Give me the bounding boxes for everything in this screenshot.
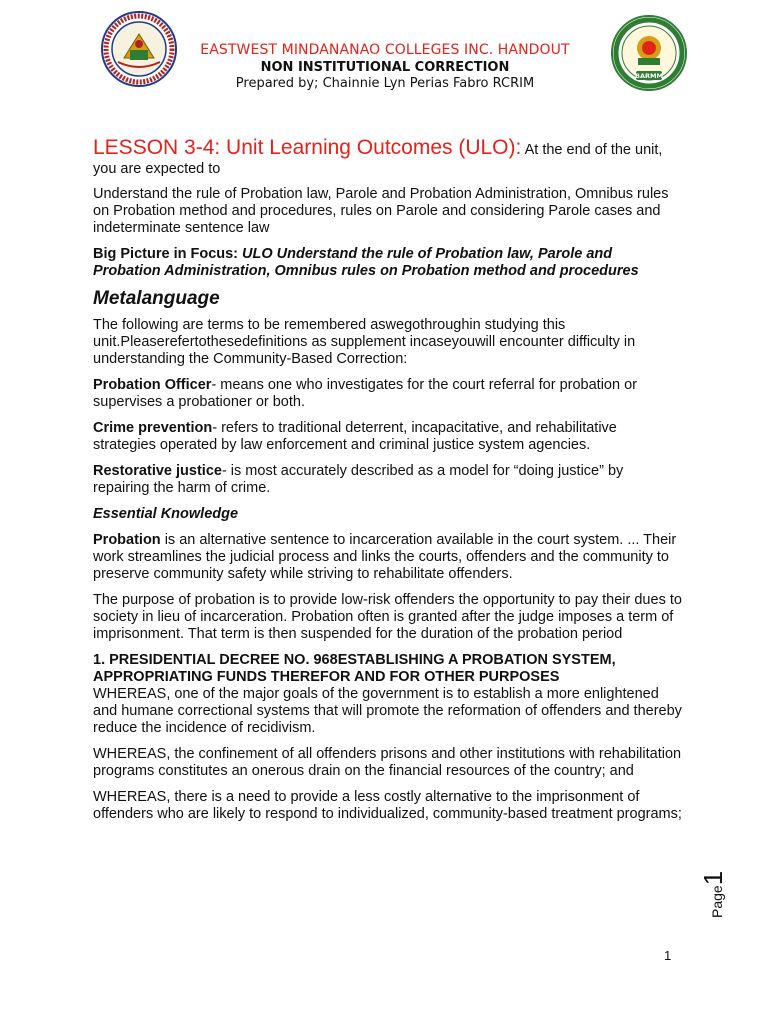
- seal-text: BARMM: [635, 72, 663, 80]
- metalanguage-heading: Metalanguage: [93, 288, 220, 309]
- big-picture-text: ULO Understand the rule of Probation law, Parole and Probation Administration, Omnibus rules on Probation method and procedures: [93, 246, 639, 279]
- metalanguage-intro: The following are terms to be remembered aswegothroughin studying this unit.Pleaserefertothesedefinitions as supplement incaseyouwill encounter difficulty in understanding the Community-Based Correction:: [93, 317, 636, 367]
- term-text: - refers to traditional deterrent, incapacitative, and rehabilitative strategies operated by law enforcement and criminal justice system agencies.: [93, 420, 617, 453]
- term-name: Probation Officer: [93, 377, 212, 393]
- probation-text: is an alternative sentence to incarceration available in the court system. ... Their work streamlines the judicial process and links the courts, offenders and the community to preserve community safety while striving to rehabilitate offenders.: [93, 532, 677, 582]
- whereas-paragraph: WHEREAS, one of the major goals of the government is to establish a more enlightened and humane correctional systems that will promote the reformation of offenders and thereby reduce the incidence of recidivism.: [93, 686, 682, 736]
- whereas-paragraph: WHEREAS, the confinement of all offenders prisons and other institutions with rehabilitation programs constitutes an onerous drain on the financial resources of the country; and: [93, 746, 682, 779]
- lesson-colon: :: [515, 136, 522, 159]
- probation-term: Probation: [93, 532, 161, 548]
- page-word: Page: [709, 885, 725, 918]
- lesson-intro: At the end of the unit, you are expected to: [93, 142, 663, 177]
- ministry-seal-logo: [610, 14, 688, 92]
- course-title: NON INSTITUTIONAL CORRECTION: [260, 60, 510, 75]
- term-definition: [93, 377, 683, 411]
- lesson-heading: [93, 138, 683, 179]
- page-number: 1: [664, 948, 672, 963]
- purpose-paragraph: The purpose of probation is to provide low-risk offenders the opportunity to pay their dues to society in lieu of incarceration. Probation often is granted after the judge imposes a term of imprisonment. That term is then suspended for the duration of the probation period: [93, 592, 682, 642]
- big-picture-label: Big Picture in Focus:: [93, 246, 243, 262]
- school-title: EASTWEST MINDANANAO COLLEGES INC. HANDOUT: [200, 42, 570, 58]
- term-text: - means one who investigates for the court referral for probation or supervises a probationer or both.: [93, 377, 637, 410]
- probation-paragraph: [93, 532, 683, 583]
- term-text: - is most accurately described as a model for “doing justice” by repairing the harm of crime.: [93, 463, 624, 496]
- page-side-number: 1: [698, 870, 728, 886]
- lesson-title: LESSON 3-4: Unit Learning Outcomes (ULO): [93, 136, 516, 159]
- page-side-label: [698, 858, 738, 918]
- essential-knowledge-heading: Essential Knowledge: [93, 506, 239, 522]
- college-seal-logo: [100, 10, 178, 88]
- document-body: [93, 138, 683, 832]
- term-definition: [93, 463, 683, 497]
- whereas-paragraph: WHEREAS, there is a need to provide a less costly alternative to the imprisonment of offenders who are likely to respond to individualized, community-based treatment programs;: [93, 789, 682, 822]
- decree-title: 1. PRESIDENTIAL DECREE NO. 968ESTABLISHING A PROBATION SYSTEM, APPROPRIATING FUNDS THEREFOR AND FOR OTHER PURPOSES: [93, 652, 616, 685]
- objective-paragraph: Understand the rule of Probation law, Parole and Probation Administration, Omnibus rules on Probation method and procedures, rules on Parole and considering Parole cases and indeterminate sentence law: [93, 186, 669, 236]
- term-name: Restorative justice: [93, 463, 222, 479]
- term-name: Crime prevention: [93, 420, 213, 436]
- prepared-by: Prepared by; Chainnie Lyn Perias Fabro RCRIM: [235, 76, 535, 91]
- big-picture-paragraph: [93, 246, 683, 280]
- term-definition: [93, 420, 683, 454]
